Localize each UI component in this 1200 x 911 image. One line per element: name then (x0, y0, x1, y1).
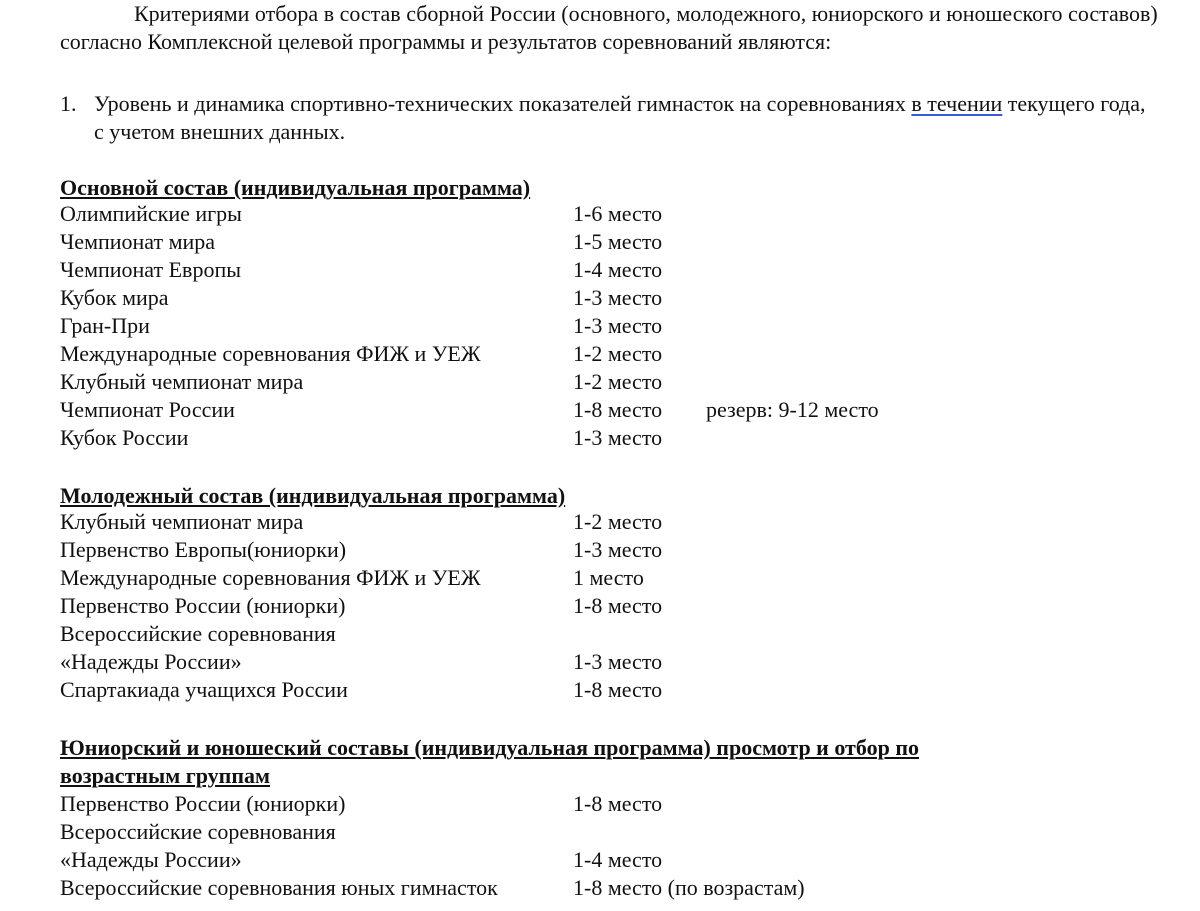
place-range: 1-5 место (573, 229, 663, 254)
place-range: 1-4 место (573, 847, 663, 872)
place-range: 1-3 место (573, 313, 663, 338)
competition-name: «Надежды России» (60, 847, 242, 872)
competition-name: Международные соревнования ФИЖ и УЕЖ (60, 565, 481, 590)
table-row (60, 312, 1160, 340)
spellcheck-flagged-word[interactable]: в течении (911, 91, 1003, 116)
place-range: 1-2 место (573, 369, 663, 394)
table-row (60, 200, 1160, 228)
place-range: 1-3 место (573, 537, 663, 562)
competition-name: Всероссийские соревнования юных гимнасток (60, 875, 498, 900)
criteria-text-before: Уровень и динамика спортивно-технических показателей гимнасток на соревнованиях (94, 91, 912, 116)
intro-text: Критериями отбора в состав сборной России (основного, молодежного, юниорского и юношеского составов) согласно Комплексной целевой программы и результатов соревнований являются: (60, 1, 1158, 54)
competition-name: Всероссийские соревнования (60, 621, 336, 646)
section-heading-main: Основной состав (индивидуальная программа) (60, 175, 531, 200)
table-row (60, 228, 1160, 256)
competition-name: Клубный чемпионат мира (60, 509, 304, 534)
list-number: 1. (60, 91, 77, 116)
table-row (60, 648, 1160, 676)
place-range: 1-4 место (573, 257, 663, 282)
section-heading-youth: Молодежный состав (индивидуальная программа) (60, 483, 566, 508)
criteria-text (94, 90, 1154, 146)
table-row (60, 396, 1160, 424)
intro-paragraph (60, 0, 1160, 56)
reserve-note: резерв: 9-12 место (706, 397, 879, 422)
place-range: 1-8 место (573, 677, 663, 702)
place-range: 1-3 место (573, 285, 663, 310)
table-row (60, 874, 1160, 902)
table-row (60, 620, 1160, 648)
section-heading-junior: Юниорский и юношеский составы (индивидуальная программа) просмотр и отбор по возрастным группам (60, 735, 919, 788)
competition-name: Первенство Европы(юниорки) (60, 537, 347, 562)
place-range: 1-8 место (573, 791, 663, 816)
place-range: 1-3 место (573, 649, 663, 674)
section-rows-junior (60, 790, 1160, 902)
competition-name: Чемпионат Европы (60, 257, 241, 282)
competition-name: Международные соревнования ФИЖ и УЕЖ (60, 341, 481, 366)
table-row (60, 676, 1160, 704)
criteria-text-after: текущего года, с учетом внешних данных. (94, 91, 1146, 144)
competition-name: Олимпийские игры (60, 201, 242, 226)
place-range: 1-8 место (573, 397, 663, 422)
place-range: 1-2 место (573, 509, 663, 534)
competition-name: Кубок России (60, 425, 189, 450)
place-range: 1-6 место (573, 201, 663, 226)
place-range: 1-8 место (по возрастам) (573, 875, 805, 900)
competition-name: Всероссийские соревнования (60, 819, 336, 844)
competition-name: Гран-При (60, 313, 150, 338)
place-range: 1-2 место (573, 341, 663, 366)
competition-name: «Надежды России» (60, 649, 242, 674)
competition-name: Чемпионат мира (60, 229, 216, 254)
section-rows-youth (60, 508, 1160, 704)
table-row (60, 284, 1160, 312)
table-row (60, 818, 1160, 846)
table-row (60, 256, 1160, 284)
competition-name: Чемпионат России (60, 397, 235, 422)
competition-name: Спартакиада учащихся России (60, 677, 348, 702)
place-range: 1 место (573, 565, 644, 590)
table-row (60, 508, 1160, 536)
competition-name: Первенство России (юниорки) (60, 791, 346, 816)
table-row (60, 536, 1160, 564)
section-rows-main (60, 200, 1160, 452)
competition-name: Первенство России (юниорки) (60, 593, 346, 618)
table-row (60, 368, 1160, 396)
place-range: 1-8 место (573, 593, 663, 618)
place-range: 1-3 место (573, 425, 663, 450)
table-row (60, 790, 1160, 818)
competition-name: Клубный чемпионат мира (60, 369, 304, 394)
table-row (60, 592, 1160, 620)
table-row (60, 564, 1160, 592)
table-row (60, 424, 1160, 452)
competition-name: Кубок мира (60, 285, 169, 310)
table-row (60, 846, 1160, 874)
table-row (60, 340, 1160, 368)
